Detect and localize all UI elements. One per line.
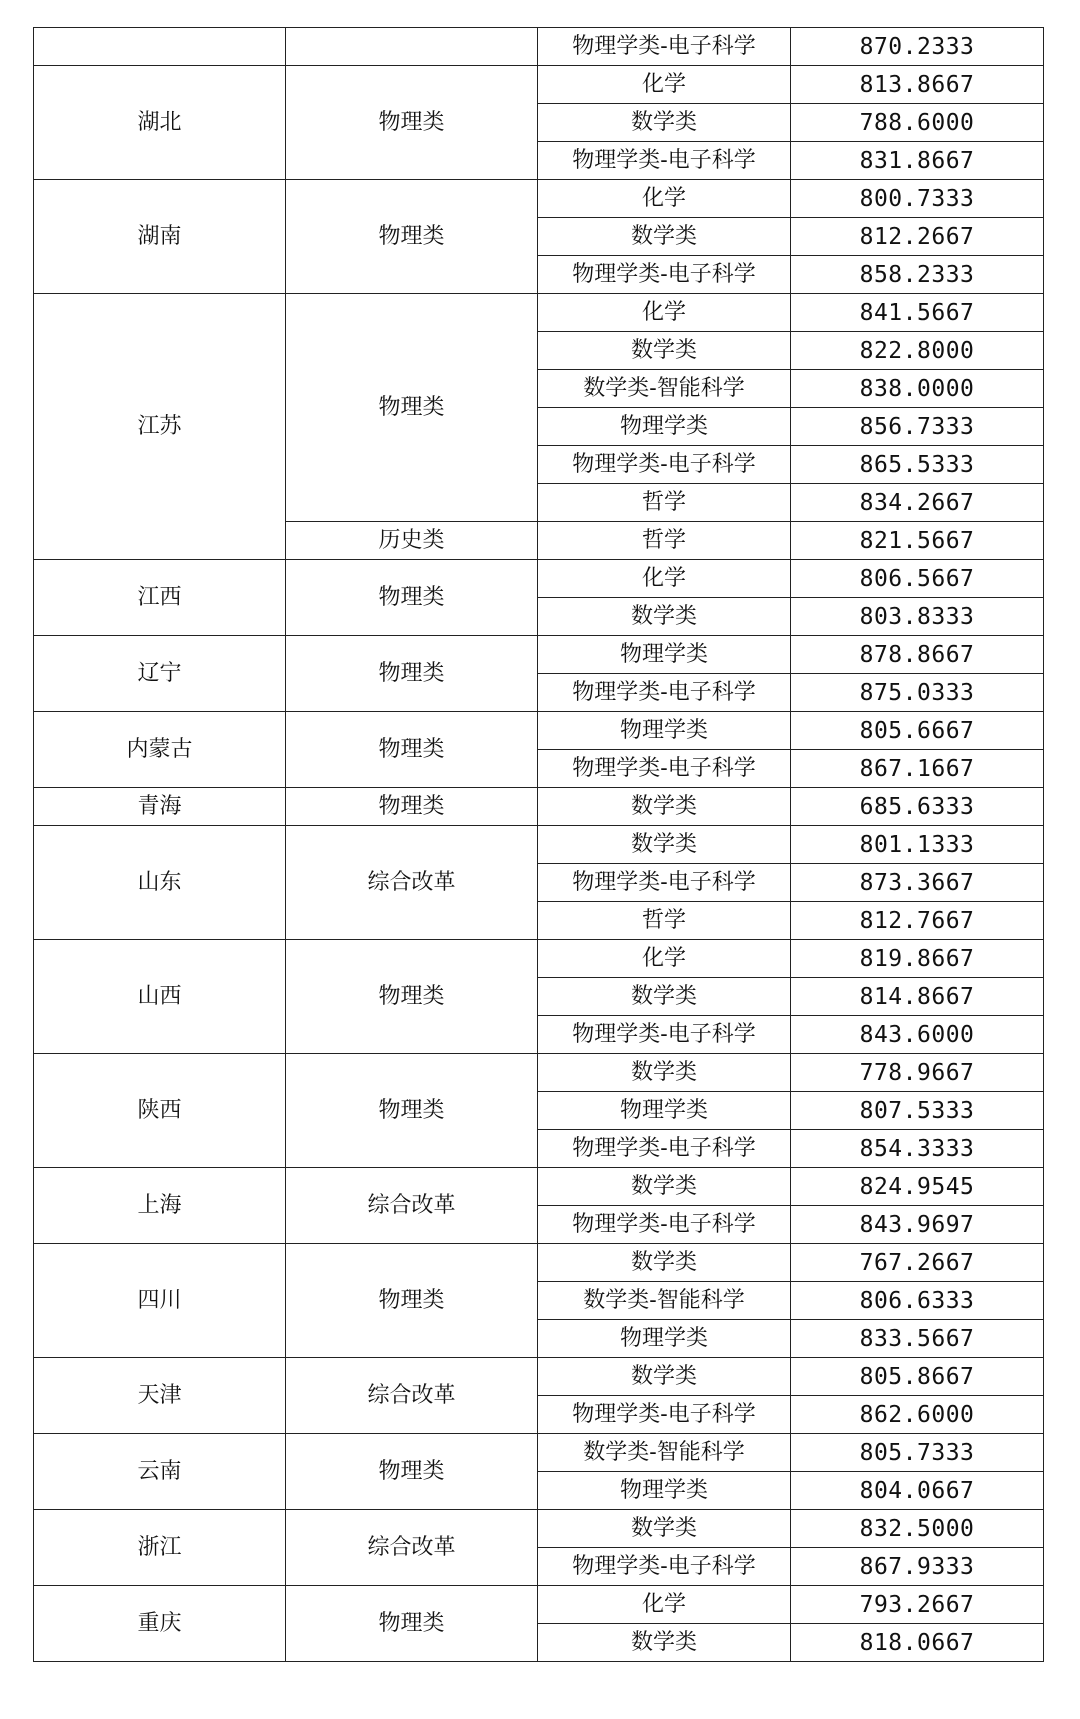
score-cell: 858.2333 <box>791 256 1044 294</box>
major-cell: 物理学类-电子科学 <box>538 1396 791 1434</box>
score-cell: 865.5333 <box>791 446 1044 484</box>
category-cell: 物理类 <box>286 1054 538 1168</box>
major-cell: 数学类-智能科学 <box>538 1282 791 1320</box>
table-row <box>34 1510 1044 1548</box>
province-cell: 湖北 <box>34 66 286 180</box>
major-cell: 数学类 <box>538 1054 791 1092</box>
table-row <box>34 636 1044 674</box>
score-table-body <box>34 28 1044 1662</box>
table-row <box>34 1168 1044 1206</box>
score-cell: 803.8333 <box>791 598 1044 636</box>
category-cell: 物理类 <box>286 788 538 826</box>
major-cell: 数学类 <box>538 1244 791 1282</box>
major-cell: 物理学类-电子科学 <box>538 1548 791 1586</box>
table-row <box>34 1358 1044 1396</box>
score-cell: 804.0667 <box>791 1472 1044 1510</box>
major-cell: 物理学类 <box>538 1092 791 1130</box>
major-cell: 物理学类 <box>538 636 791 674</box>
score-cell: 818.0667 <box>791 1624 1044 1662</box>
score-cell: 814.8667 <box>791 978 1044 1016</box>
score-cell: 822.8000 <box>791 332 1044 370</box>
major-cell: 哲学 <box>538 484 791 522</box>
province-cell: 重庆 <box>34 1586 286 1662</box>
major-cell: 物理学类-电子科学 <box>538 674 791 712</box>
table-row <box>34 560 1044 598</box>
major-cell: 数学类 <box>538 1168 791 1206</box>
score-cell: 867.9333 <box>791 1548 1044 1586</box>
major-cell: 物理学类-电子科学 <box>538 750 791 788</box>
category-cell: 物理类 <box>286 1434 538 1510</box>
major-cell: 物理学类 <box>538 1320 791 1358</box>
score-cell: 867.1667 <box>791 750 1044 788</box>
major-cell: 数学类 <box>538 218 791 256</box>
score-cell: 806.6333 <box>791 1282 1044 1320</box>
major-cell: 数学类 <box>538 598 791 636</box>
province-cell: 天津 <box>34 1358 286 1434</box>
score-cell: 778.9667 <box>791 1054 1044 1092</box>
score-cell: 806.5667 <box>791 560 1044 598</box>
table-row <box>34 28 1044 66</box>
score-cell: 834.2667 <box>791 484 1044 522</box>
category-cell: 物理类 <box>286 1244 538 1358</box>
score-cell: 833.5667 <box>791 1320 1044 1358</box>
score-cell: 841.5667 <box>791 294 1044 332</box>
table-row <box>34 66 1044 104</box>
category-cell: 综合改革 <box>286 826 538 940</box>
score-cell: 819.8667 <box>791 940 1044 978</box>
major-cell: 化学 <box>538 66 791 104</box>
major-cell: 物理学类 <box>538 408 791 446</box>
score-cell: 875.0333 <box>791 674 1044 712</box>
major-cell: 物理学类-电子科学 <box>538 864 791 902</box>
score-cell: 843.6000 <box>791 1016 1044 1054</box>
province-cell: 青海 <box>34 788 286 826</box>
province-cell: 陕西 <box>34 1054 286 1168</box>
province-cell: 湖南 <box>34 180 286 294</box>
score-cell: 813.8667 <box>791 66 1044 104</box>
score-cell: 805.6667 <box>791 712 1044 750</box>
major-cell: 化学 <box>538 940 791 978</box>
major-cell: 化学 <box>538 1586 791 1624</box>
province-cell: 内蒙古 <box>34 712 286 788</box>
score-cell: 812.7667 <box>791 902 1044 940</box>
table-row <box>34 1586 1044 1624</box>
major-cell: 数学类 <box>538 332 791 370</box>
major-cell: 物理学类-电子科学 <box>538 1130 791 1168</box>
table-row <box>34 1434 1044 1472</box>
province-cell: 江西 <box>34 560 286 636</box>
table-row <box>34 294 1044 332</box>
score-cell: 821.5667 <box>791 522 1044 560</box>
score-cell: 832.5000 <box>791 1510 1044 1548</box>
score-table <box>33 27 1044 1662</box>
province-cell: 辽宁 <box>34 636 286 712</box>
category-cell <box>286 28 538 66</box>
table-row <box>34 1244 1044 1282</box>
score-cell: 843.9697 <box>791 1206 1044 1244</box>
category-cell: 物理类 <box>286 940 538 1054</box>
major-cell: 数学类 <box>538 1358 791 1396</box>
category-cell: 物理类 <box>286 712 538 788</box>
table-row <box>34 180 1044 218</box>
major-cell: 数学类 <box>538 978 791 1016</box>
major-cell: 哲学 <box>538 902 791 940</box>
category-cell: 物理类 <box>286 636 538 712</box>
category-cell: 综合改革 <box>286 1168 538 1244</box>
major-cell: 物理学类-电子科学 <box>538 1016 791 1054</box>
major-cell: 化学 <box>538 180 791 218</box>
category-cell: 物理类 <box>286 66 538 180</box>
major-cell: 数学类 <box>538 826 791 864</box>
score-cell: 873.3667 <box>791 864 1044 902</box>
score-cell: 824.9545 <box>791 1168 1044 1206</box>
category-cell: 物理类 <box>286 180 538 294</box>
table-row <box>34 712 1044 750</box>
category-cell: 物理类 <box>286 560 538 636</box>
score-cell: 854.3333 <box>791 1130 1044 1168</box>
major-cell: 物理学类-电子科学 <box>538 28 791 66</box>
major-cell: 数学类 <box>538 1624 791 1662</box>
category-cell: 历史类 <box>286 522 538 560</box>
score-cell: 767.2667 <box>791 1244 1044 1282</box>
major-cell: 数学类 <box>538 104 791 142</box>
table-row <box>34 826 1044 864</box>
category-cell: 综合改革 <box>286 1510 538 1586</box>
score-cell: 856.7333 <box>791 408 1044 446</box>
score-cell: 801.1333 <box>791 826 1044 864</box>
province-cell: 江苏 <box>34 294 286 560</box>
province-cell: 山东 <box>34 826 286 940</box>
score-cell: 838.0000 <box>791 370 1044 408</box>
score-cell: 870.2333 <box>791 28 1044 66</box>
score-cell: 807.5333 <box>791 1092 1044 1130</box>
score-cell: 788.6000 <box>791 104 1044 142</box>
major-cell: 数学类 <box>538 1510 791 1548</box>
province-cell: 山西 <box>34 940 286 1054</box>
major-cell: 物理学类-电子科学 <box>538 142 791 180</box>
score-cell: 812.2667 <box>791 218 1044 256</box>
score-cell: 831.8667 <box>791 142 1044 180</box>
province-cell: 上海 <box>34 1168 286 1244</box>
score-cell: 805.8667 <box>791 1358 1044 1396</box>
province-cell: 浙江 <box>34 1510 286 1586</box>
score-cell: 805.7333 <box>791 1434 1044 1472</box>
major-cell: 物理学类 <box>538 1472 791 1510</box>
score-cell: 800.7333 <box>791 180 1044 218</box>
table-row <box>34 940 1044 978</box>
category-cell: 物理类 <box>286 1586 538 1662</box>
score-cell: 793.2667 <box>791 1586 1044 1624</box>
province-cell: 四川 <box>34 1244 286 1358</box>
score-cell: 685.6333 <box>791 788 1044 826</box>
category-cell: 综合改革 <box>286 1358 538 1434</box>
major-cell: 物理学类-电子科学 <box>538 446 791 484</box>
score-cell: 878.8667 <box>791 636 1044 674</box>
major-cell: 数学类 <box>538 788 791 826</box>
province-cell <box>34 28 286 66</box>
major-cell: 物理学类 <box>538 712 791 750</box>
major-cell: 化学 <box>538 294 791 332</box>
major-cell: 数学类-智能科学 <box>538 370 791 408</box>
score-cell: 862.6000 <box>791 1396 1044 1434</box>
major-cell: 数学类-智能科学 <box>538 1434 791 1472</box>
major-cell: 哲学 <box>538 522 791 560</box>
table-row <box>34 1054 1044 1092</box>
major-cell: 物理学类-电子科学 <box>538 1206 791 1244</box>
province-cell: 云南 <box>34 1434 286 1510</box>
category-cell: 物理类 <box>286 294 538 522</box>
table-row <box>34 788 1044 826</box>
major-cell: 化学 <box>538 560 791 598</box>
major-cell: 物理学类-电子科学 <box>538 256 791 294</box>
